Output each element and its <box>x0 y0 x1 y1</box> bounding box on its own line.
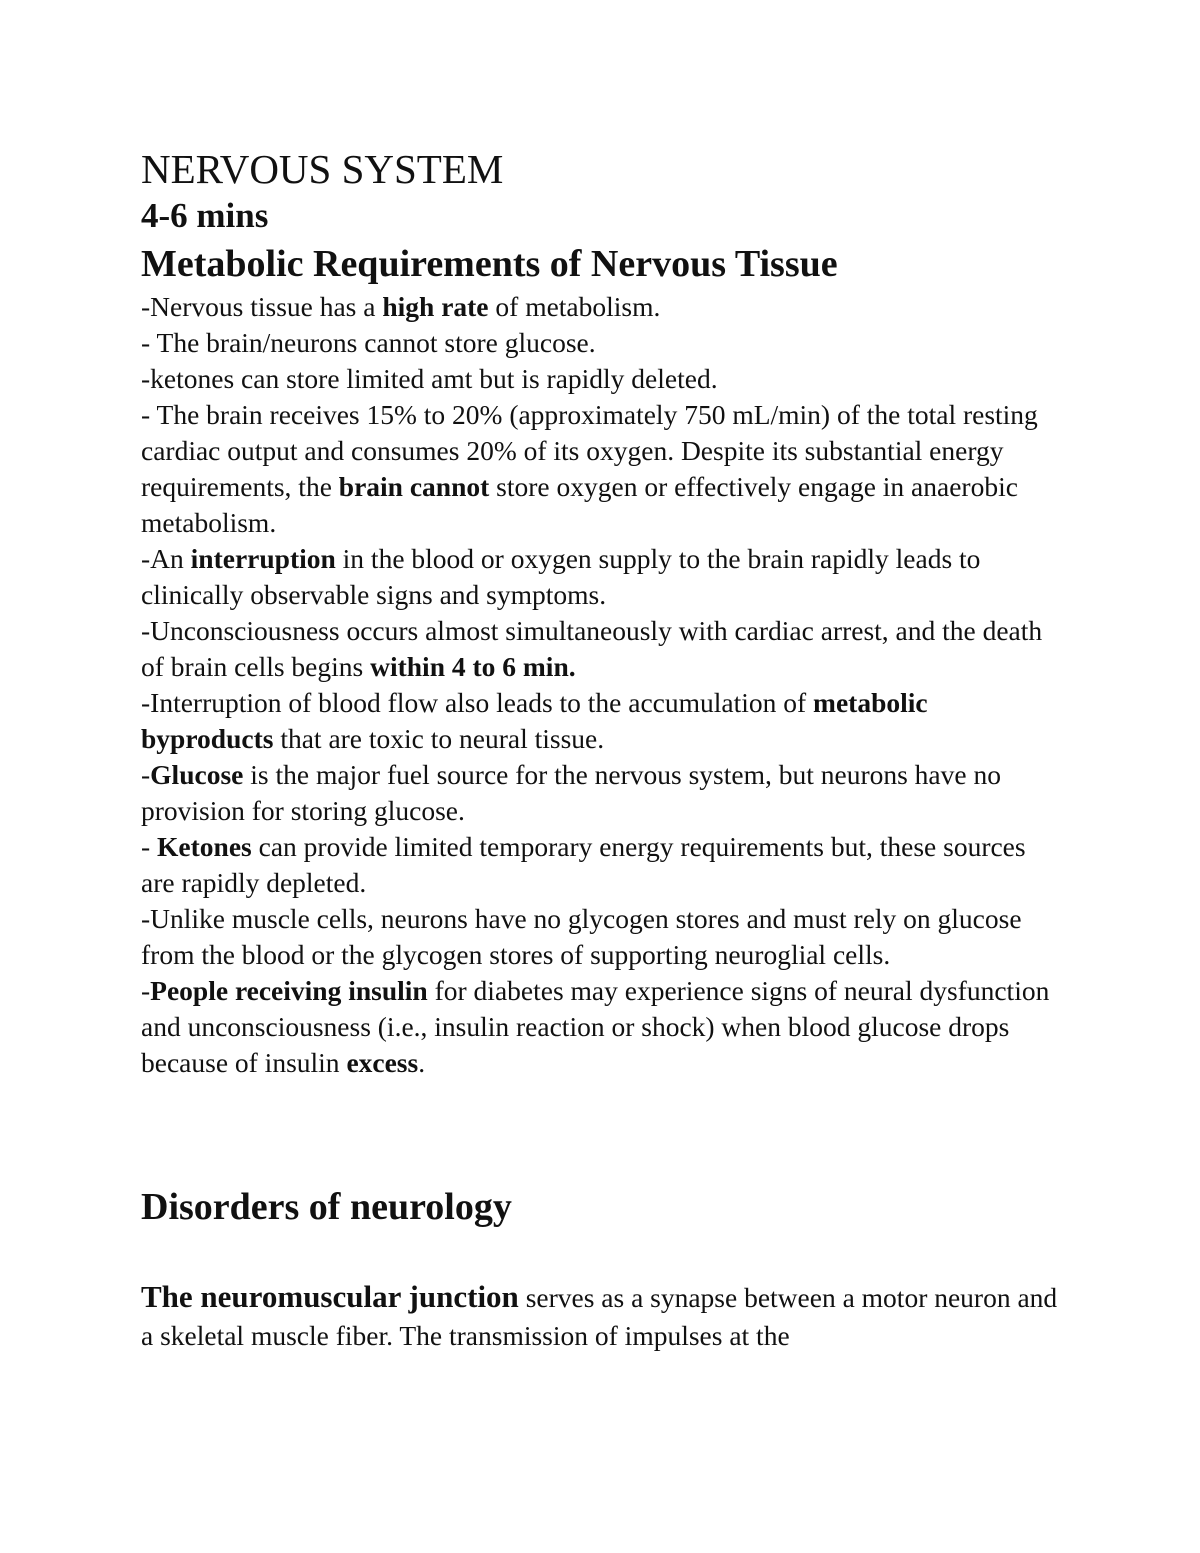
paragraph-interruption: -An interruption in the blood or oxygen supply to the brain rapidly leads to clinically observable signs and symptoms. <box>141 543 981 610</box>
paragraph-unconsciousness: -Unconsciousness occurs almost simultaneously with cardiac arrest, and the death of brain cells begins within 4 to 6 min. <box>141 615 1043 682</box>
document-title: NERVOUS SYSTEM <box>141 146 504 192</box>
document-subtitle: 4-6 mins <box>141 196 269 235</box>
paragraph-insulin: -People receiving insulin for diabetes may experience signs of neural dysfunction and unconsciousness (i.e., insulin reaction or shock) when blood glucose drops because of insulin excess. <box>141 975 1050 1078</box>
paragraph-metabolic-byproducts: -Interruption of blood flow also leads to the accumulation of metabolic byproducts that are toxic to neural tissue. <box>141 687 928 754</box>
paragraph-glucose-fuel: -Glucose is the major fuel source for the nervous system, but neurons have no provision for storing glucose. <box>141 759 1001 826</box>
section-heading-metabolic: Metabolic Requirements of Nervous Tissue <box>141 243 838 285</box>
paragraph-neuromuscular-junction: The neuromuscular junction serves as a synapse between a motor neuron and a skeletal muscle fiber. The transmission of impulses at the <box>141 1279 1058 1351</box>
nmj-lead-term: The neuromuscular junction <box>141 1279 519 1314</box>
spacer <box>141 1081 1061 1182</box>
document-content <box>141 145 1061 1355</box>
spacer <box>141 1232 1061 1278</box>
paragraph-glucose-storage: - The brain/neurons cannot store glucose. <box>141 327 596 358</box>
paragraph-ketones-energy: - Ketones can provide limited temporary energy requirements but, these sources are rapidly depleted. <box>141 831 1026 898</box>
paragraph-high-rate: -Nervous tissue has a high rate of metabolism. <box>141 291 661 322</box>
paragraph-glycogen: -Unlike muscle cells, neurons have no glycogen stores and must rely on glucose from the blood or the glycogen stores of supporting neuroglial cells. <box>141 903 1022 970</box>
paragraph-ketones-limited: -ketones can store limited amt but is rapidly deleted. <box>141 363 718 394</box>
section-heading-disorders: Disorders of neurology <box>141 1186 512 1228</box>
paragraph-cardiac-output: - The brain receives 15% to 20% (approximately 750 mL/min) of the total resting cardiac output and consumes 20% of its oxygen. Despite its substantial energy requirements, the brain cannot store oxygen or effectively engage in anaerobic metabolism. <box>141 399 1038 538</box>
